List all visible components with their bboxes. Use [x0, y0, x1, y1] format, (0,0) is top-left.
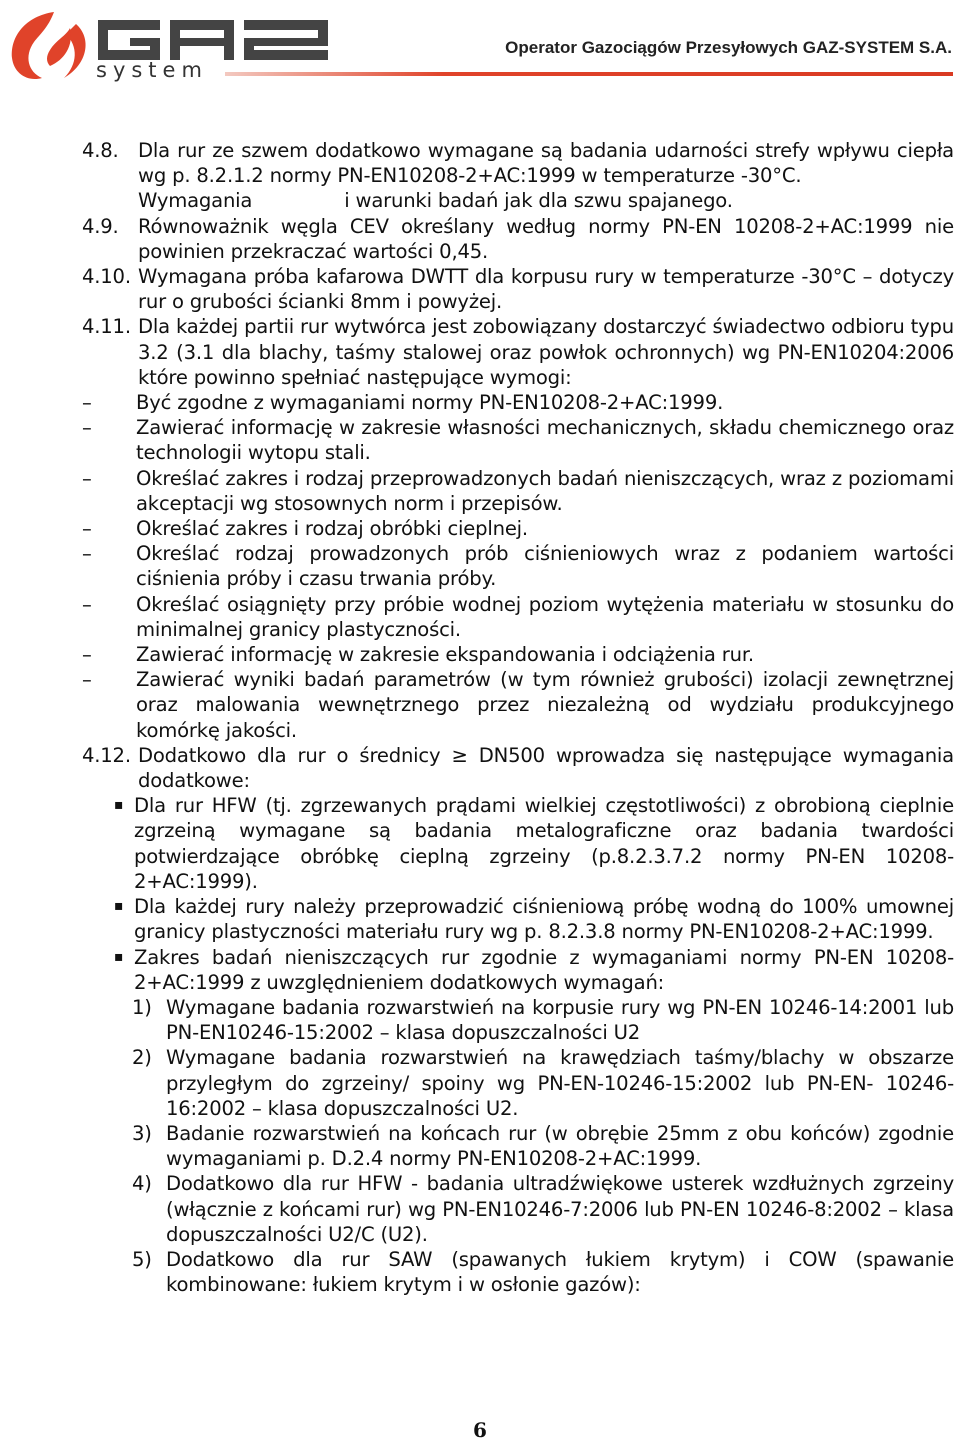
section-text-word: Wymagania: [138, 189, 253, 213]
section-text-continued: [138, 188, 954, 213]
requirement-item: [78, 592, 954, 642]
square-bullet-icon: ▪: [114, 948, 124, 965]
requirement-text: Zawierać informację w zakresie własności mechanicznych, składu chemicznego oraz technologii wytopu stali.: [136, 416, 954, 465]
header-rule: [225, 72, 953, 76]
requirement-item: [78, 390, 954, 415]
additional-requirement: [78, 793, 954, 894]
square-bullet-icon: ▪: [114, 797, 124, 814]
section-text: Dodatkowo dla rur o średnicy ≥ DN500 wprowadza się następujące wymagania dodatkowe:: [138, 743, 954, 793]
additional-requirement-text: Zakres badań nieniszczących rur zgodnie z wymaganiami normy PN-EN 10208-2+AC:1999 z uwzględnieniem dodatkowych wymagań:: [134, 945, 954, 994]
requirement-text: Określać zakres i rodzaj obróbki cieplnej.: [136, 517, 528, 541]
section-number: 4.9.: [82, 214, 119, 238]
section-text: Wymagana próba kafarowa DWTT dla korpusu rury w temperaturze -30°C – dotyczy rur o grubości ścianki 8mm i powyżej.: [138, 265, 954, 314]
section-4-10: [78, 264, 954, 314]
requirement-text: Określać rodzaj prowadzonych prób ciśnieniowych wraz z podaniem wartości ciśnienia próby i czasu trwania próby.: [136, 542, 954, 591]
numbered-item-text: Dodatkowo dla rur SAW (spawanych łukiem krytym) i COW (spawanie kombinowane: łukiem krytym i w osłonie gazów):: [166, 1247, 954, 1297]
item-number: 1): [132, 995, 152, 1019]
section-text-rest: i warunki badań jak dla szwu spajanego.: [344, 189, 733, 213]
additional-requirement: [78, 894, 954, 944]
additional-requirement-text: Dla rur HFW (tj. zgrzewanych prądami wielkiej częstotliwości) z obrobioną cieplnie zgrzeiną wymagane są badania metalograficzne oraz badania twardości potwierdzające obróbkę cieplną zgrzeiny (p.8.2.3.7.2 normy PN-EN 10208-2+AC:1999).: [134, 794, 954, 893]
numbered-item: [78, 1045, 954, 1121]
item-number: 4): [132, 1172, 152, 1196]
company-name: Operator Gazociągów Przesyłowych GAZ-SYSTEM S.A.: [505, 38, 952, 57]
logo-wordmark: system: [96, 58, 208, 82]
requirement-item: [78, 516, 954, 541]
section-4-12: [78, 743, 954, 793]
requirement-item: [78, 642, 954, 667]
requirement-text: Zawierać wyniki badań parametrów (w tym również grubości) izolacji zewnętrznej oraz malowania wewnętrznego przez niezależną od wydziału produkcyjnego komórkę jakości.: [136, 668, 954, 742]
section-4-9: [78, 214, 954, 264]
dash-marker: –: [82, 643, 92, 667]
section-4-8: [78, 138, 954, 214]
square-bullet-icon: ▪: [114, 898, 124, 915]
requirement-item: [78, 667, 954, 743]
numbered-item-text: Wymagane badania rozwarstwień na korpusie rury wg PN-EN 10246-14:2001 lub PN-EN10246-15:2002 – klasa dopuszczalności U2: [166, 995, 954, 1045]
section-text: Równoważnik węgla CEV określany według normy PN-EN 10208-2+AC:1999 nie powinien przekraczać wartości 0,45.: [138, 214, 954, 263]
dash-marker: –: [82, 668, 92, 692]
dash-marker: –: [82, 542, 92, 566]
section-number: 4.11.: [82, 315, 131, 339]
section-text: Dla rur ze szwem dodatkowo wymagane są badania udarności strefy wpływu ciepła wg p. 8.2.1.2 normy PN-EN10208-2+AC:1999 w temperaturze -30°C.: [138, 139, 954, 188]
numbered-item-text: Badanie rozwarstwień na końcach rur (w obrębie 25mm z obu końców) zgodnie wymaganiami p. D.2.4 normy PN-EN10208-2+AC:1999.: [166, 1121, 954, 1171]
additional-requirement-text: Dla każdej rury należy przeprowadzić ciśnieniową próbę wodną do 100% umownej granicy plastyczności materiału rury wg p. 8.2.3.8 normy PN-EN10208-2+AC:1999.: [134, 895, 954, 944]
section-4-11: [78, 314, 954, 390]
numbered-item: [78, 1121, 954, 1171]
dash-marker: –: [82, 466, 92, 490]
section-number: 4.8.: [82, 139, 119, 162]
dash-marker: –: [82, 517, 92, 541]
numbered-item-text: Dodatkowo dla rur HFW - badania ultradźwiękowe usterek wzdłużnych zgrzeiny (włącznie z końcami rur) wg PN-EN10246-7:2006 lub PN-EN 10246-8:2002 – klasa dopuszczalności U2/C (U2).: [166, 1172, 954, 1246]
document-body: [78, 138, 954, 1297]
additional-requirement: [78, 945, 954, 995]
requirement-item: [78, 466, 954, 516]
numbered-item: [78, 1247, 954, 1297]
item-number: 5): [132, 1247, 152, 1271]
item-number: 3): [132, 1121, 152, 1145]
requirement-text: Określać osiągnięty przy próbie wodnej poziom wytężenia materiału w stosunku do minimalnej granicy plastyczności.: [136, 592, 954, 641]
dash-marker: –: [82, 391, 92, 415]
requirement-text: Być zgodne z wymaganiami normy PN-EN10208-2+AC:1999.: [136, 391, 724, 415]
numbered-item-text: Wymagane badania rozwarstwień na krawędziach taśmy/blachy w obszarze przyległym do zgrzeiny/ spoiny wg PN-EN-10246-15:2002 lub PN-EN- 10246-16:2002 – klasa dopuszczalności U2.: [166, 1046, 954, 1120]
page-number: 6: [473, 1418, 487, 1442]
section-text: Dla każdej partii rur wytwórca jest zobowiązany dostarczyć świadectwo odbioru typu 3.2 (3.1 dla blachy, taśmy stalowej oraz powłok ochronnych) wg PN-EN10204:2006 które powinno spełniać następujące wymogi:: [138, 315, 954, 389]
dash-marker: –: [82, 416, 92, 440]
numbered-item: [78, 995, 954, 1045]
numbered-item: [78, 1171, 954, 1247]
item-number: 2): [132, 1046, 152, 1070]
requirement-item: [78, 541, 954, 591]
dash-marker: –: [82, 592, 92, 616]
section-number: 4.10.: [82, 265, 131, 289]
section-number: 4.12.: [82, 743, 131, 767]
requirement-text: Określać zakres i rodzaj przeprowadzonych badań nieniszczących, wraz z poziomami akceptacji wg stosownych norm i przepisów.: [136, 466, 954, 515]
requirement-text: Zawierać informację w zakresie ekspandowania i odciążenia rur.: [136, 643, 754, 667]
requirement-item: [78, 415, 954, 465]
page-header: [0, 0, 960, 90]
